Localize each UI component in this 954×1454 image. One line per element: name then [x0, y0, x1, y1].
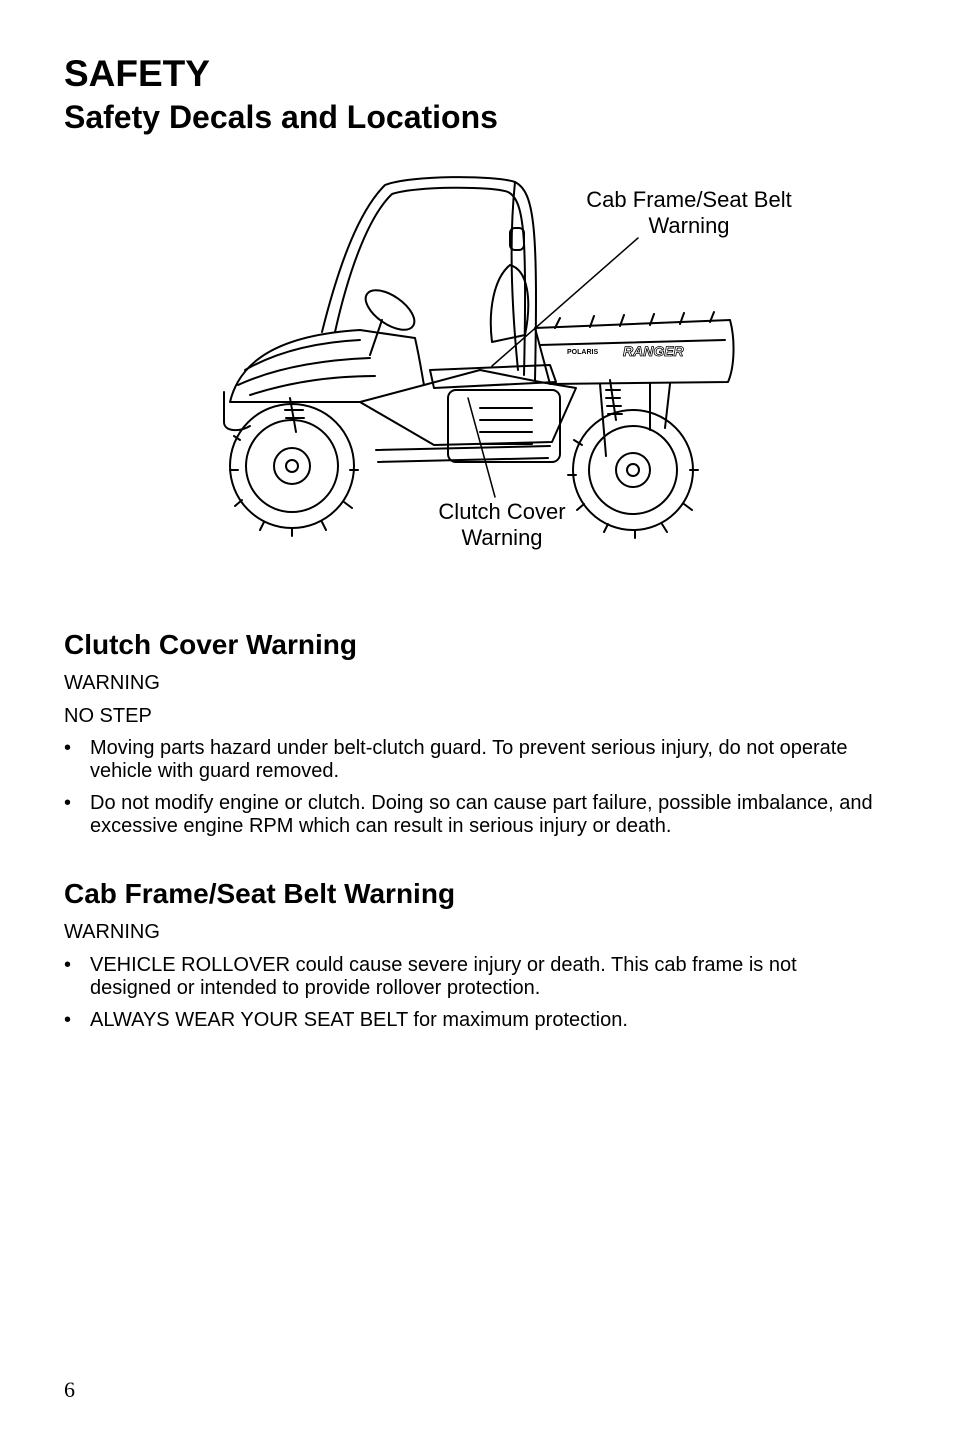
- clutch-bullet-text-1: Moving parts hazard under belt-clutch guard. To prevent serious injury, do not operate vehicle with guard removed.: [90, 737, 848, 782]
- clutch-bullet-1: [64, 737, 874, 783]
- front-wheel: [230, 404, 354, 528]
- cab-floor: [360, 370, 576, 445]
- clutch-heading: Clutch Cover Warning: [64, 629, 357, 660]
- clutch-cover: [448, 390, 560, 462]
- steering-wheel: [359, 282, 421, 337]
- cab-callout-leader: [492, 238, 638, 366]
- callout-cab-line1: Cab Frame/Seat Belt: [586, 187, 792, 212]
- rear-wheel: [573, 410, 693, 530]
- callout-clutch-cover: [420, 499, 584, 551]
- bullet-dot: •: [64, 737, 72, 759]
- cab-heading: Cab Frame/Seat Belt Warning: [64, 878, 456, 909]
- bullet-dot: •: [64, 1009, 72, 1031]
- page-subtitle: Safety Decals and Locations: [64, 99, 498, 135]
- vehicle-figure: [210, 170, 830, 560]
- callout-clutch-line1: Clutch Cover: [438, 499, 566, 524]
- page-title: SAFETY: [64, 53, 210, 94]
- bullet-dot: •: [64, 954, 72, 976]
- bullet-dot: •: [64, 792, 72, 814]
- page-number: 6: [64, 1377, 75, 1402]
- model-mark: RANGER: [623, 343, 684, 359]
- callout-cab-line2: Warning: [648, 213, 730, 238]
- roll-cage: [322, 177, 536, 380]
- cab-bullet-text-1: VEHICLE ROLLOVER could cause severe injury or death. This cab frame is not designed or intended to provide rollover protection.: [90, 954, 797, 999]
- seat-back: [491, 265, 528, 342]
- cab-bullet-text-2: ALWAYS WEAR YOUR SEAT BELT for maximum protection.: [90, 1009, 628, 1031]
- clutch-bullet-2: [64, 792, 874, 838]
- clutch-warning-label: WARNING: [64, 672, 160, 694]
- cab-bullet-1: [64, 954, 874, 1000]
- callout-clutch-line2: Warning: [461, 525, 543, 550]
- cab-warning-label: WARNING: [64, 921, 160, 943]
- brand-mark: POLARIS: [567, 349, 599, 356]
- seat-cushion: [430, 365, 556, 388]
- clutch-nostep-label: NO STEP: [64, 705, 152, 727]
- clutch-bullet-text-2: Do not modify engine or clutch. Doing so can cause part failure, possible imbalance, and excessive engine RPM which can result in serious injury or death.: [90, 792, 873, 837]
- cab-bullet-2: [64, 1009, 874, 1032]
- callout-cab-frame: [562, 187, 816, 239]
